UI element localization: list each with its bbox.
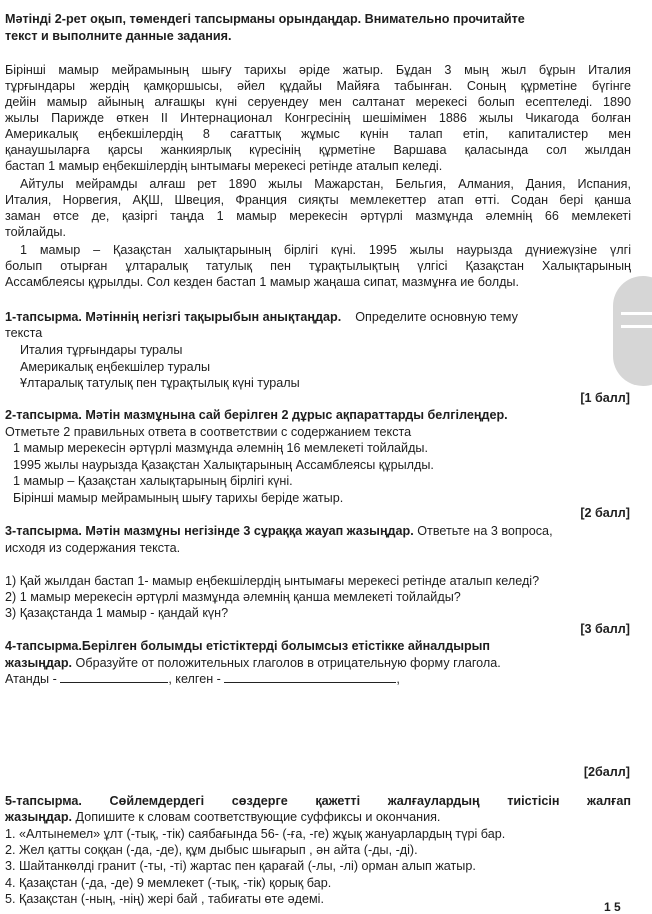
task5-title: 5-тапсырма. Сөйлемдердегі сөздерге қажетті жалғаулардың тиістісін жалғап	[5, 794, 631, 808]
task3-question: 2) 1 мамыр мерекесін әртүрлі мазмұнда әлемнің қанша мемлекеті тойлайды?	[5, 590, 461, 604]
task3-question: 3) Қазақстанда 1 мамыр - қандай күн?	[5, 606, 229, 620]
task4-ru: Образуйте от положительных глаголов в отрицательную форму глагола.	[72, 656, 501, 670]
passage-line: бастап 1 мамыр еңбекшілердің ынтымағы мерекесі ретінде аталып келеді.	[5, 159, 443, 173]
task4-word1: Атанды -	[5, 672, 61, 686]
passage-line: қанаушыларға қарсы жанкиярлық күресінің құрметіне Варшава қаласында сол жылдан	[5, 143, 631, 157]
task4-title-cont	[5, 655, 501, 671]
task2-points: [2 балл]	[580, 506, 630, 520]
task1-title-cont: текста	[5, 326, 43, 340]
task3-question: 1) Қай жылдан бастап 1- мамыр еңбекшілердің ынтымағы мерекесі ретінде аталып келеді?	[5, 574, 540, 588]
passage-line: Айтулы мейрамды алғаш рет 1890 жылы Мажарстан, Бельгия, Алмания, Дания, Испания,	[20, 177, 631, 191]
task3-kk: 3-тапсырма. Мәтін мазмұны негізінде 3 сұраққа жауап жазыңдар.	[5, 524, 414, 538]
answer-blank-2[interactable]	[224, 672, 396, 683]
task4-kk: жазыңдар.	[5, 656, 73, 670]
task1-option[interactable]: Италия тұрғындары туралы	[20, 343, 183, 357]
passage-line: Ассамблеясы құрылды. Сол кезден бастап 1 мамыр жаңаша сипат, мазмұнға ие болды.	[5, 275, 519, 289]
task5-item: 3. Шайтанкөлді гранит (-ты, -ті) жартас пен қарағай (-лы, -лі) орман алып жатыр.	[5, 859, 476, 873]
instruction-line-2: текст и выполните данные задания.	[5, 29, 232, 43]
task2-title: 2-тапсырма. Мәтін мазмұнына сай берілген 2 дұрыс ақпараттарды белгілеңдер.	[5, 408, 508, 422]
passage-line: заман өтсе де, қазіргі таңда 1 мамыр мерекесін әртүрлі мазмұнда әлемнің 66 мемлекеті	[5, 209, 631, 223]
task5-title-cont	[5, 809, 440, 825]
task1-label: 1-тапсырма	[5, 310, 79, 324]
task1-ru: Определите основную тему	[355, 310, 518, 324]
task2-option[interactable]: 1995 жылы наурызда Қазақстан Халықтарының Ассамблеясы құрылды.	[13, 458, 434, 472]
passage-line: 1 мамыр – Қазақстан халықтарының бірлігі күні. 1995 жылы наурызда дүниежүзіне үлгі	[20, 243, 631, 257]
task1-option[interactable]: Ұлтаралық татулық пен тұрақтылық күні туралы	[20, 376, 300, 390]
passage-line: дейін мамыр айының алғашқы күні серуендеу мен салтанат мерекесі болып есептеледі. 1890	[5, 95, 631, 109]
menu-lines-icon	[621, 325, 652, 328]
menu-lines-icon	[621, 312, 652, 315]
passage-line: Бірінші мамыр мейрамының шығу тарихы әріде жатыр. Бұдан 3 мың жыл бұрын Италия	[5, 63, 631, 77]
task2-title-ru: Отметьте 2 правильных ответа в соответствии с содержанием текста	[5, 425, 412, 439]
task5-item: 4. Қазақстан (-да, -де) 9 мемлекет (-тық, -тік) қорық бар.	[5, 876, 332, 890]
passage-line: Америкалық еңбекшілердің 8 сағаттық жұмыс күнін талап етіп, капиталистер мен	[5, 127, 631, 141]
task4-word2: , келген -	[168, 672, 225, 686]
task3-points: [3 балл]	[580, 622, 630, 636]
task5-item: 1. «Алтынемел» ұлт (-тық, -тік) саябағында 56- (-ға, -ге) жұық жануарлардың түрі бар.	[5, 827, 506, 841]
instruction-line-1: Мәтінді 2-рет оқып, төмендегі тапсырманы орындаңдар. Внимательно прочитайте	[5, 12, 525, 26]
passage-line: болып отырған ұлтаралық татулық пен тұрақтылықтың үлгісі Қазақстан Халықтарының	[5, 259, 631, 273]
task3-title-cont: исходя из содержания текста.	[5, 541, 181, 555]
passage-line: тойлайды.	[5, 225, 66, 239]
task2-option[interactable]: 1 мамыр мерекесін әртүрлі мазмұнда әлемнің 16 мемлекеті тойлайды.	[13, 441, 428, 455]
page-number-fragment: 1 5	[604, 900, 621, 914]
task5-item: 5. Қазақстан (-ның, -нің) жері бай , табиғаты өте әдемі.	[5, 892, 324, 906]
side-panel-tab[interactable]	[613, 276, 652, 386]
passage-line: Италия, Норвегия, АҚШ, Швеция, Франция сияқты мемлекеттер атап өтті. Содан бері қанша	[5, 193, 631, 207]
task4-exercise	[5, 671, 400, 687]
task4-points: [2балл]	[583, 765, 630, 779]
task3-ru: Ответьте на 3 вопроса,	[413, 524, 553, 538]
task1-points: [1 балл]	[580, 391, 630, 405]
answer-blank-1[interactable]	[60, 672, 168, 683]
passage-line: жылы Парижде өткен II Интернационал Конгресінің шешімімен 1886 жылы Чикагода болған	[5, 111, 631, 125]
task2-option[interactable]: 1 мамыр – Қазақстан халықтарының бірлігі күні.	[13, 474, 293, 488]
task4-title: 4-тапсырма.Берілген болымды етістіктерді болымсыз етістікке айналдырып	[5, 639, 491, 653]
task2-option[interactable]: Бірінші мамыр мейрамының шығу тарихы беріде жатыр.	[13, 491, 344, 505]
task5-item: 2. Жел қатты соққан (-да, -де), құм дыбыс шығарып , ән айта (-ды, -ді).	[5, 843, 418, 857]
passage-line: тұрғындары жердің қамқоршысы, әйел құдайы Майяға табынған. Соның құрметіне бүгінге	[5, 79, 631, 93]
task1-option[interactable]: Америкалық еңбекшілер туралы	[20, 360, 211, 374]
task4-end: ,	[396, 672, 400, 686]
task1-title	[5, 309, 518, 325]
task5-kk: жазыңдар.	[5, 810, 73, 824]
task1-kk: . Мәтіннің негізгі тақырыбын анықтаңдар.	[78, 310, 342, 324]
task5-ru: Допишите к словам соответствующие суффиксы и окончания.	[72, 810, 441, 824]
task3-title	[5, 523, 553, 539]
